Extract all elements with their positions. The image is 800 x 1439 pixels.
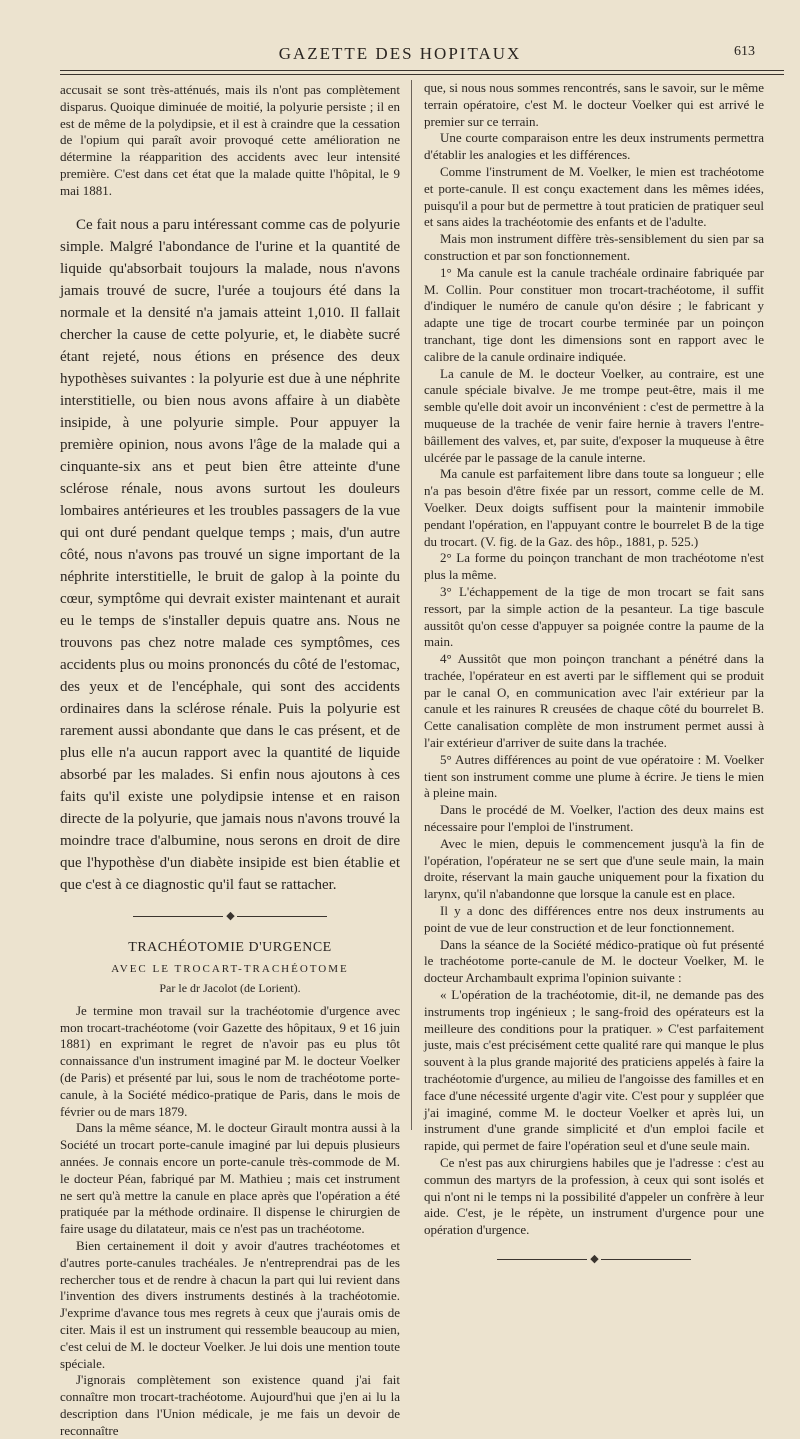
paragraph: « L'opération de la trachéotomie, dit-il, ne demande pas des instruments trop ingénieux ; le sang-froid des opérateurs est la meilleure des conditions pour la pratiquer. » C'est parfaitement juste, mais c'est précisément cette qualité rare qui manque le plus souvent à la plus grande majorité des praticiens appelés à faire la trachéotomie d'urgence, au milieu de l'angoisse des familles et en face d'une nécessité urgente d'agir vite. C'est pour y suppléer que j'ai imaginé, comme M. le docteur Voelker et après lui, un instrument d'une grande simplicité et d'un emploi facile et rapide, qui permet de faire l'opération seul et d'une seule main. <box>424 987 764 1154</box>
paragraph: Comme l'instrument de M. Voelker, le mien est trachéotome et porte-canule. Il est conçu exactement dans les mêmes idées, puisqu'il a pour but de permettre à tout praticien de pratiquer seul et sans aides la trachéotomie des enfants et de l'adulte. <box>424 163 764 230</box>
end-separator: ◆ <box>424 1251 764 1268</box>
right-column <box>424 80 764 1268</box>
header-rule-bottom <box>60 74 784 75</box>
paragraph: Ce n'est pas aux chirurgiens habiles que je l'adresse : c'est au commun des martyrs de la profession, à ceux qui sont isolés et qui n'ont ni le temps ni la possibilité d'appeler un confrère à leur aide. C'est, je le répète, un instrument d'urgence pour une opération d'urgence. <box>424 1155 764 1238</box>
page-number: 613 <box>734 44 755 59</box>
paragraph: Bien certainement il doit y avoir d'autres trachéotomes et d'autres porte-canules trachéales. Je n'entreprendrai pas de les rechercher tous et de rendre à chacun la part qui lui revient dans l'invention des divers instruments destinés à la trachéotomie. J'exprime d'avance tous mes regrets à ceux que j'aurais omis de citer. Mais il est un instrument qui ressemble beaucoup au mien, c'est celui de M. le docteur Voelker. Je lui dois une mention toute spéciale. <box>60 1237 400 1371</box>
article-subtitle: AVEC LE TROCART-TRACHÉOTOME <box>111 963 349 976</box>
paragraph: Dans la même séance, M. le docteur Girault montra aussi à la Société un trocart porte-canule imaginé par lui depuis plusieurs années. Je connais encore un porte-canule très-commode de M. le docteur Péan, fabriqué par M. Mathieu ; mais cet instrument ne sert qu'à mettre la canule en place après que l'opération a été pratiquée par la méthode ordinaire. Il dispense le chirurgien de faire usage du dilatateur, mais ce n'est pas un trachéotome. <box>60 1120 400 1237</box>
left-column <box>60 82 400 1439</box>
header-rule-top <box>60 70 784 71</box>
paragraph: Ma canule est parfaitement libre dans toute sa longueur ; elle n'a pas besoin d'être fixée par un ressort, comme celle de M. Voelker. Deux doigts suffisent pour la maintenir immobile pendant l'opération, en l'appuyant contre le bourrelet B de la tige du trocart. (V. fig. de la Gaz. des hôp., 1881, p. 525.) <box>424 466 764 549</box>
paragraph: que, si nous nous sommes rencontrés, sans le savoir, sur le même terrain opératoire, c'est M. le docteur Voelker qui est arrivé le premier sur ce terrain. <box>424 80 764 129</box>
paragraph-large: Ce fait nous a paru intéressant comme cas de polyurie simple. Malgré l'abondance de l'urine et la quantité de liquide qu'absorbait toujours la malade, nous n'avons jamais trouvé de sucre, l'urée a toujours été dans la normale et la densité n'a jamais atteint 1,010. Il fallait chercher la cause de cette polyurie, et, le diabète sucré étant rejeté, nous étions en présence des deux hypothèses suivantes : la polyurie est due à une néphrite interstitielle, ou bien nous avons affaire à un diabète insipide, à une polyurie simple. Pour appuyer la première opinion, nous avons l'âge de la malade qui a cinquante-six ans et peut bien être atteinte d'une sclérose rénale, nous avons surtout les douleurs lombaires antérieures et les troubles passagers de la vue qui ont duré pendant quelque temps ; mais, d'un autre côté, nous n'avons pas trouvé un signe important de la néphrite interstitielle, le bruit de galop à la pointe du cœur, symptôme qui devrait exister maintenant et aurait eu le temps de s'installer depuis quatre ans. Nous ne trouvons pas chez notre malade ces symptômes, ces accidents plus ou moins prononcés du côté de l'estomac, des yeux et de l'encéphale, qui sont des accidents ordinaires dans la sclérose rénale. Puis la polyurie est rarement aussi abondante que dans le cas présent, et de plus elle n'a aucun rapport avec la quantité de liquide absorbé par les malades. Si enfin nous ajoutons à ces faits qu'il existe une polydipsie intense et en raison directe de la polyurie, que jamais nous n'avons trouvé la moindre trace d'albumine, nous serons en droit de dire que l'hypothèse d'un diabète insipide est bien établie et que c'est à ce diagnostic qu'il faut se rattacher. <box>60 216 400 893</box>
paragraph: Mais mon instrument diffère très-sensiblement du sien par sa construction et par son fonctionnement. <box>424 231 764 263</box>
paragraph: 5° Autres différences au point de vue opératoire : M. Voelker tient son instrument comme une plume à écrire. Je tiens le mien à pleine main. <box>424 751 764 801</box>
section-separator: ◆ <box>60 908 400 925</box>
article-title: TRACHÉOTOMIE D'URGENCE <box>128 940 332 956</box>
column-divider <box>411 80 412 1130</box>
paragraph: Dans la séance de la Société médico-pratique où fut présenté le trachéotome porte-canule de M. le docteur Voelker, M. le docteur Archambault exprima l'opinion suivante : <box>424 936 764 986</box>
paragraph: J'ignorais complètement son existence quand j'ai fait connaître mon trocart-trachéotome. Aujourd'hui que j'en ai lu la description dans l'Union médicale, je me fais un devoir de reconnaître <box>60 1372 400 1438</box>
paragraph: Avec le mien, depuis le commencement jusqu'à la fin de l'opération, l'opérateur ne se sert que d'une seule main, la main droite, réservant la main gauche uniquement pour la fixation du larynx, qu'il n'abandonne que lorsque la canule est en place. <box>424 835 764 902</box>
paragraph: accusait se sont très-atténués, mais ils n'ont pas complètement disparus. Quoique diminuée de moitié, la polyurie persiste ; il en est de même de la polydipsie, et il est à craindre que la cessation de l'opium qui paraît avoir provoqué cette amélioration ne détermine la réapparition des accidents avec leur intensité première. C'est dans cet état que la malade quitte l'hôpital, le 9 mai 1881. <box>60 82 400 198</box>
paragraph: 1° Ma canule est la canule trachéale ordinaire fabriquée par M. Collin. Pour constituer mon trocart-trachéotome, il suffit d'indiquer le numéro de canule qu'on désire ; le fabricant y adapte une tige de trocart courbe terminée par un poinçon tranchant, tige dont les dimensions sont en rapport avec le calibre de la canule ordinaire indiquée. <box>424 264 764 364</box>
paragraph: 4° Aussitôt que mon poinçon tranchant a pénétré dans la trachée, l'opérateur en est averti par le sifflement qui se produit par le canal O, en communication avec l'air extérieur par la canule et les rainures R creusées de chaque côté du bourrelet B. Cette canalisation complète de mon instrument permet aussi à l'air extérieur d'arriver de suite dans la trachée. <box>424 651 764 751</box>
paragraph: Une courte comparaison entre les deux instruments permettra d'établir les analogies et les différences. <box>424 130 764 163</box>
paragraph: Je termine mon travail sur la trachéotomie d'urgence avec mon trocart-trachéotome (voir Gazette des hôpitaux, 9 et 16 juin 1881) en exprimant le regret de n'avoir pas eu plus tôt connaissance d'un instrument imaginé par M. le docteur Voelker (de Paris) et présenté par lui, sous le nom de trachéotome porte-canule, à la Société médico-pratique de Paris, dans le mois de février ou de mars 1879. <box>60 1002 400 1119</box>
paragraph: Il y a donc des différences entre nos deux instruments au point de vue de leur construction et de leur fonctionnement. <box>424 903 764 935</box>
page-header-title: GAZETTE DES HOPITAUX <box>278 44 522 63</box>
paragraph: 2° La forme du poinçon tranchant de mon trachéotome n'est plus la même. <box>424 550 764 583</box>
paragraph: Dans le procédé de M. Voelker, l'action des deux mains est nécessaire pour l'emploi de l'instrument. <box>424 802 764 835</box>
article-author: Par le dr Jacolot (de Lorient). <box>159 980 301 995</box>
paragraph: 3° L'échappement de la tige de mon trocart se fait sans ressort, par la simple action de la pesanteur. La tige bascule aussitôt qu'on cesse d'appuyer sa poignée contre la paume de la main. <box>424 583 764 650</box>
paragraph: La canule de M. le docteur Voelker, au contraire, est une canule spéciale bivalve. Je me trompe peut-être, mais il me semble qu'elle doit avoir un inconvénient : c'est de permettre à la muqueuse de la trachée de venir faire hernie à travers l'entre-bâillement des valves, et, par suite, d'exposer la muqueuse à être ulcérée par le passage de la canule interne. <box>424 365 764 465</box>
